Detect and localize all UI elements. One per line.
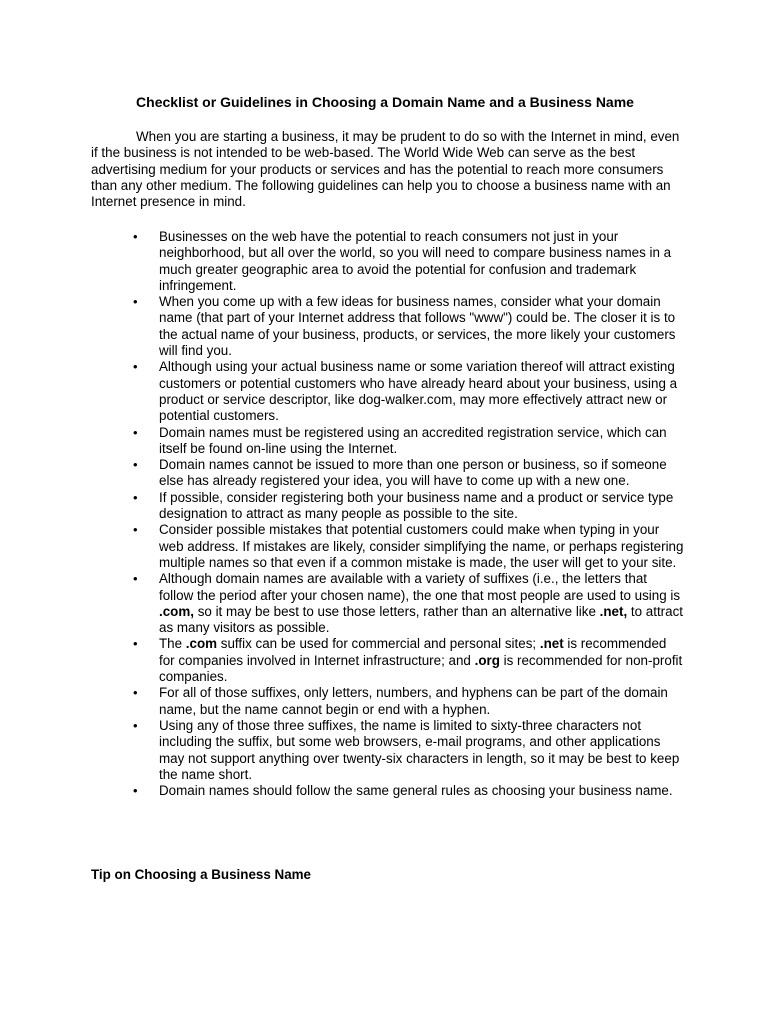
bullet-icon: •	[133, 294, 138, 310]
bullet-icon: •	[133, 359, 138, 375]
section-subheading: Tip on Choosing a Business Name	[91, 867, 311, 882]
list-item-text: Domain names cannot be issued to more than one person or business, so if someone else has already registered your idea, you will have to come up with a new one.	[159, 457, 667, 489]
list-item-bold-text: .com,	[159, 603, 194, 619]
list-item-text: is recommended for companies involved in Internet infrastructure; and	[159, 636, 667, 668]
list-item-text: so it may be best to use those letters, rather than an alternative like	[193, 603, 600, 619]
list-item-text: is recommended for non-profit companies.	[159, 652, 683, 685]
list-item-bold-text: .org	[474, 652, 500, 668]
list-item-text: Domain names should follow the same general rules as choosing your business name.	[159, 783, 673, 799]
bullet-icon: •	[133, 457, 138, 473]
list-item-text: Although domain names are available with a variety of suffixes (i.e., the letters that follow the period after your chosen name), the one that most people are used to using is	[159, 571, 681, 603]
list-item	[0, 718, 684, 783]
list-item	[0, 685, 684, 718]
bullet-icon: •	[133, 636, 138, 652]
list-item	[0, 425, 684, 458]
intro-paragraph: When you are starting a business, it may be prudent to do so with the Internet in mind, even if the business is not intended to be web-based. The World Wide Web can serve as the best advertising medium for your products or services and has the potential to reach more consumers than any other medium. The following guidelines can help you to choose a business name with an Internet presence in mind.	[91, 129, 680, 210]
list-item-text: Consider possible mistakes that potential customers could make when typing in your web address. If mistakes are likely, consider simplifying the name, or perhaps registering multiple names so that even if a common mistake is made, the user will get to your site.	[159, 522, 684, 570]
list-item	[0, 229, 684, 294]
list-item-bold-text: .com	[185, 636, 218, 652]
bullet-icon: •	[133, 717, 138, 733]
list-item-bold-text: .net,	[599, 603, 628, 619]
list-item-text: Using any of those three suffixes, the name is limited to sixty-three characters not including the suffix, but some web browsers, e-mail programs, and other applications may not support anything over twenty-six characters in length, so it may be best to keep the name short.	[159, 717, 680, 782]
list-item	[0, 522, 684, 571]
list-item-text: Businesses on the web have the potential to reach consumers not just in your neighborhood, but all over the world, so you will need to compare business names in a much greater geographic area to avoid the potential for confusion and trademark infringement.	[159, 229, 672, 293]
bullet-icon: •	[133, 489, 138, 505]
list-item	[0, 571, 684, 636]
document-title: Checklist or Guidelines in Choosing a Domain Name and a Business Name	[136, 94, 634, 110]
list-item	[0, 783, 684, 799]
bullet-icon: •	[133, 522, 138, 538]
list-item-text: The	[159, 636, 186, 652]
list-item	[0, 359, 684, 424]
list-item-text: Domain names must be registered using an accredited registration service, which can itself be found on-line using the Internet.	[159, 424, 667, 456]
guidelines-list	[0, 229, 770, 799]
list-item-text: For all of those suffixes, only letters, numbers, and hyphens can be part of the domain name, but the name cannot begin or end with a hyphen.	[159, 685, 668, 717]
list-item-text: Although using your actual business name or some variation thereof will attract existing customers or potential customers who have already heard about your business, using a product or service descriptor, like dog-walker.com, may more effectively attract new or potential customers.	[159, 359, 678, 424]
list-item	[0, 457, 684, 490]
list-item-bold-text: .net	[539, 636, 564, 652]
list-item	[0, 294, 684, 359]
list-item-text: When you come up with a few ideas for business names, consider what your domain name (that part of your Internet address that follows "www") could be. The closer it is to the actual name of your business, products, or services, the more likely your customers will find you.	[159, 294, 676, 359]
bullet-icon: •	[133, 424, 138, 440]
list-item	[0, 636, 684, 685]
bullet-icon: •	[133, 571, 138, 587]
list-item-text: to attract as many visitors as possible.	[159, 603, 683, 636]
list-item	[0, 490, 684, 523]
bullet-icon: •	[133, 685, 138, 701]
bullet-icon: •	[133, 783, 138, 799]
list-item-text: If possible, consider registering both your business name and a product or service type designation to attract as many people as possible to the site.	[159, 489, 674, 522]
list-item-text: suffix can be used for commercial and personal sites;	[217, 636, 540, 652]
bullet-icon: •	[133, 229, 138, 244]
